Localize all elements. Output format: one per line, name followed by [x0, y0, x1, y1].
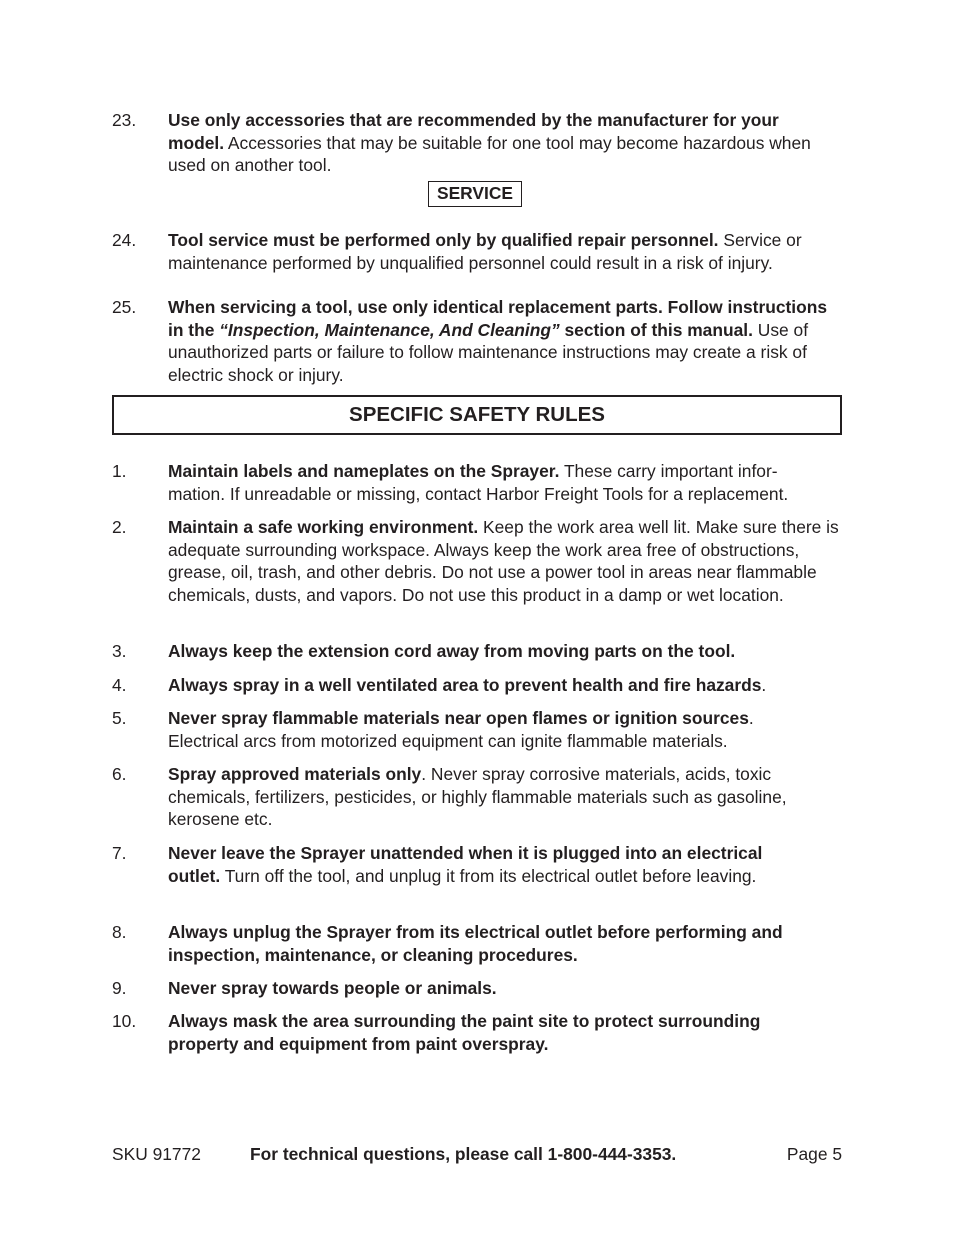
item-bold-text: Spray approved materials only — [168, 764, 422, 784]
item-bold-text: Always spray in a well ventilated area to prevent health and fire hazards — [168, 675, 762, 695]
item-number: 4. — [112, 675, 127, 695]
list-item — [112, 763, 842, 831]
item-bold-text: Tool service must be performed only by qualified repair personnel. — [168, 230, 719, 250]
item-text: . — [761, 675, 767, 695]
list-item — [112, 296, 842, 386]
item-text: Use of unauthorized parts or failure to follow maintenance instructions may create a risk of electric shock or injury. — [168, 319, 809, 385]
item-bold-text: When servicing a tool, use only identical replacement parts. Follow instructions in the — [168, 297, 828, 340]
item-number: 25. — [112, 297, 137, 317]
list-item — [112, 977, 842, 1000]
item-bold-text: Always mask the area surrounding the paint site to protect surrounding property and equipment from paint overspray. — [168, 1011, 761, 1054]
item-number: 1. — [112, 461, 127, 481]
item-text: These carry important infor-mation. If unreadable or missing, contact Harbor Freight Tools for a replacement. — [168, 461, 789, 504]
item-number: 10. — [112, 1011, 137, 1031]
item-bold-text: section of this manual. — [559, 319, 753, 340]
item-bold-text: Never spray towards people or animals. — [168, 978, 497, 998]
item-bold-text: Always unplug the Sprayer from its electrical outlet before performing and inspection, maintenance, or cleaning procedures. — [168, 922, 783, 965]
item-bold-text: Never spray flammable materials near open flames or ignition sources — [168, 708, 749, 728]
item-number: 5. — [112, 708, 127, 728]
item-bold-text: Maintain labels and nameplates on the Sprayer. — [168, 461, 560, 481]
item-text: Service or maintenance performed by unqualified personnel could result in a risk of injury. — [168, 230, 802, 273]
item-bold-text: Maintain a safe working environment. — [168, 517, 479, 537]
list-item — [112, 674, 842, 697]
item-bold-text: Use only accessories that are recommended by the manufacturer for your model. — [168, 110, 779, 153]
item-text: . Never spray corrosive materials, acids, toxic chemicals, fertilizers, pesticides, or highly flammable materials such as gasoline, kerosene etc. — [168, 764, 787, 830]
item-number: 8. — [112, 922, 127, 942]
footer-phone: For technical questions, please call 1-800-444-3353. — [250, 1144, 677, 1164]
list-item — [112, 842, 842, 887]
list-item — [112, 921, 842, 966]
list-item — [112, 109, 842, 177]
item-number: 6. — [112, 764, 127, 784]
list-item — [112, 707, 842, 752]
item-number: 2. — [112, 517, 127, 537]
specific-safety-rules-heading: SPECIFIC SAFETY RULES — [112, 395, 842, 435]
item-number: 9. — [112, 978, 127, 998]
list-item — [112, 460, 842, 505]
list-item — [112, 516, 842, 606]
item-bold-text: Always keep the extension cord away from moving parts on the tool. — [168, 641, 736, 661]
list-item — [112, 1010, 842, 1055]
item-text: Accessories that may be suitable for one tool may become hazardous when used on another tool. — [168, 132, 811, 176]
item-bold-text: Never leave the Sprayer unattended when it is plugged into an electrical outlet. — [168, 843, 763, 886]
item-number: 24. — [112, 230, 137, 250]
item-number: 7. — [112, 843, 127, 863]
item-italic-text: “Inspection, Maintenance, And Cleaning” — [219, 319, 560, 340]
item-text: Turn off the tool, and unplug it from its electrical outlet before leaving. — [220, 865, 757, 886]
service-heading: SERVICE — [428, 181, 522, 207]
footer-page-number: Page 5 — [786, 1144, 842, 1164]
list-item — [112, 640, 842, 663]
item-number: 3. — [112, 641, 127, 661]
footer-sku: SKU 91772 — [112, 1144, 201, 1164]
item-text: Keep the work area well lit. Make sure there is adequate surrounding workspace. Always keep the work area free of obstructions, grease, oil, trash, and other debris. Do not use a power tool in areas near flammable chemicals, dusts, and vapors. Do not use this product in a damp or wet location. — [168, 517, 839, 605]
item-number: 23. — [112, 110, 137, 130]
list-item — [112, 229, 842, 274]
item-text: . Electrical arcs from motorized equipment can ignite flammable materials. — [168, 708, 754, 751]
